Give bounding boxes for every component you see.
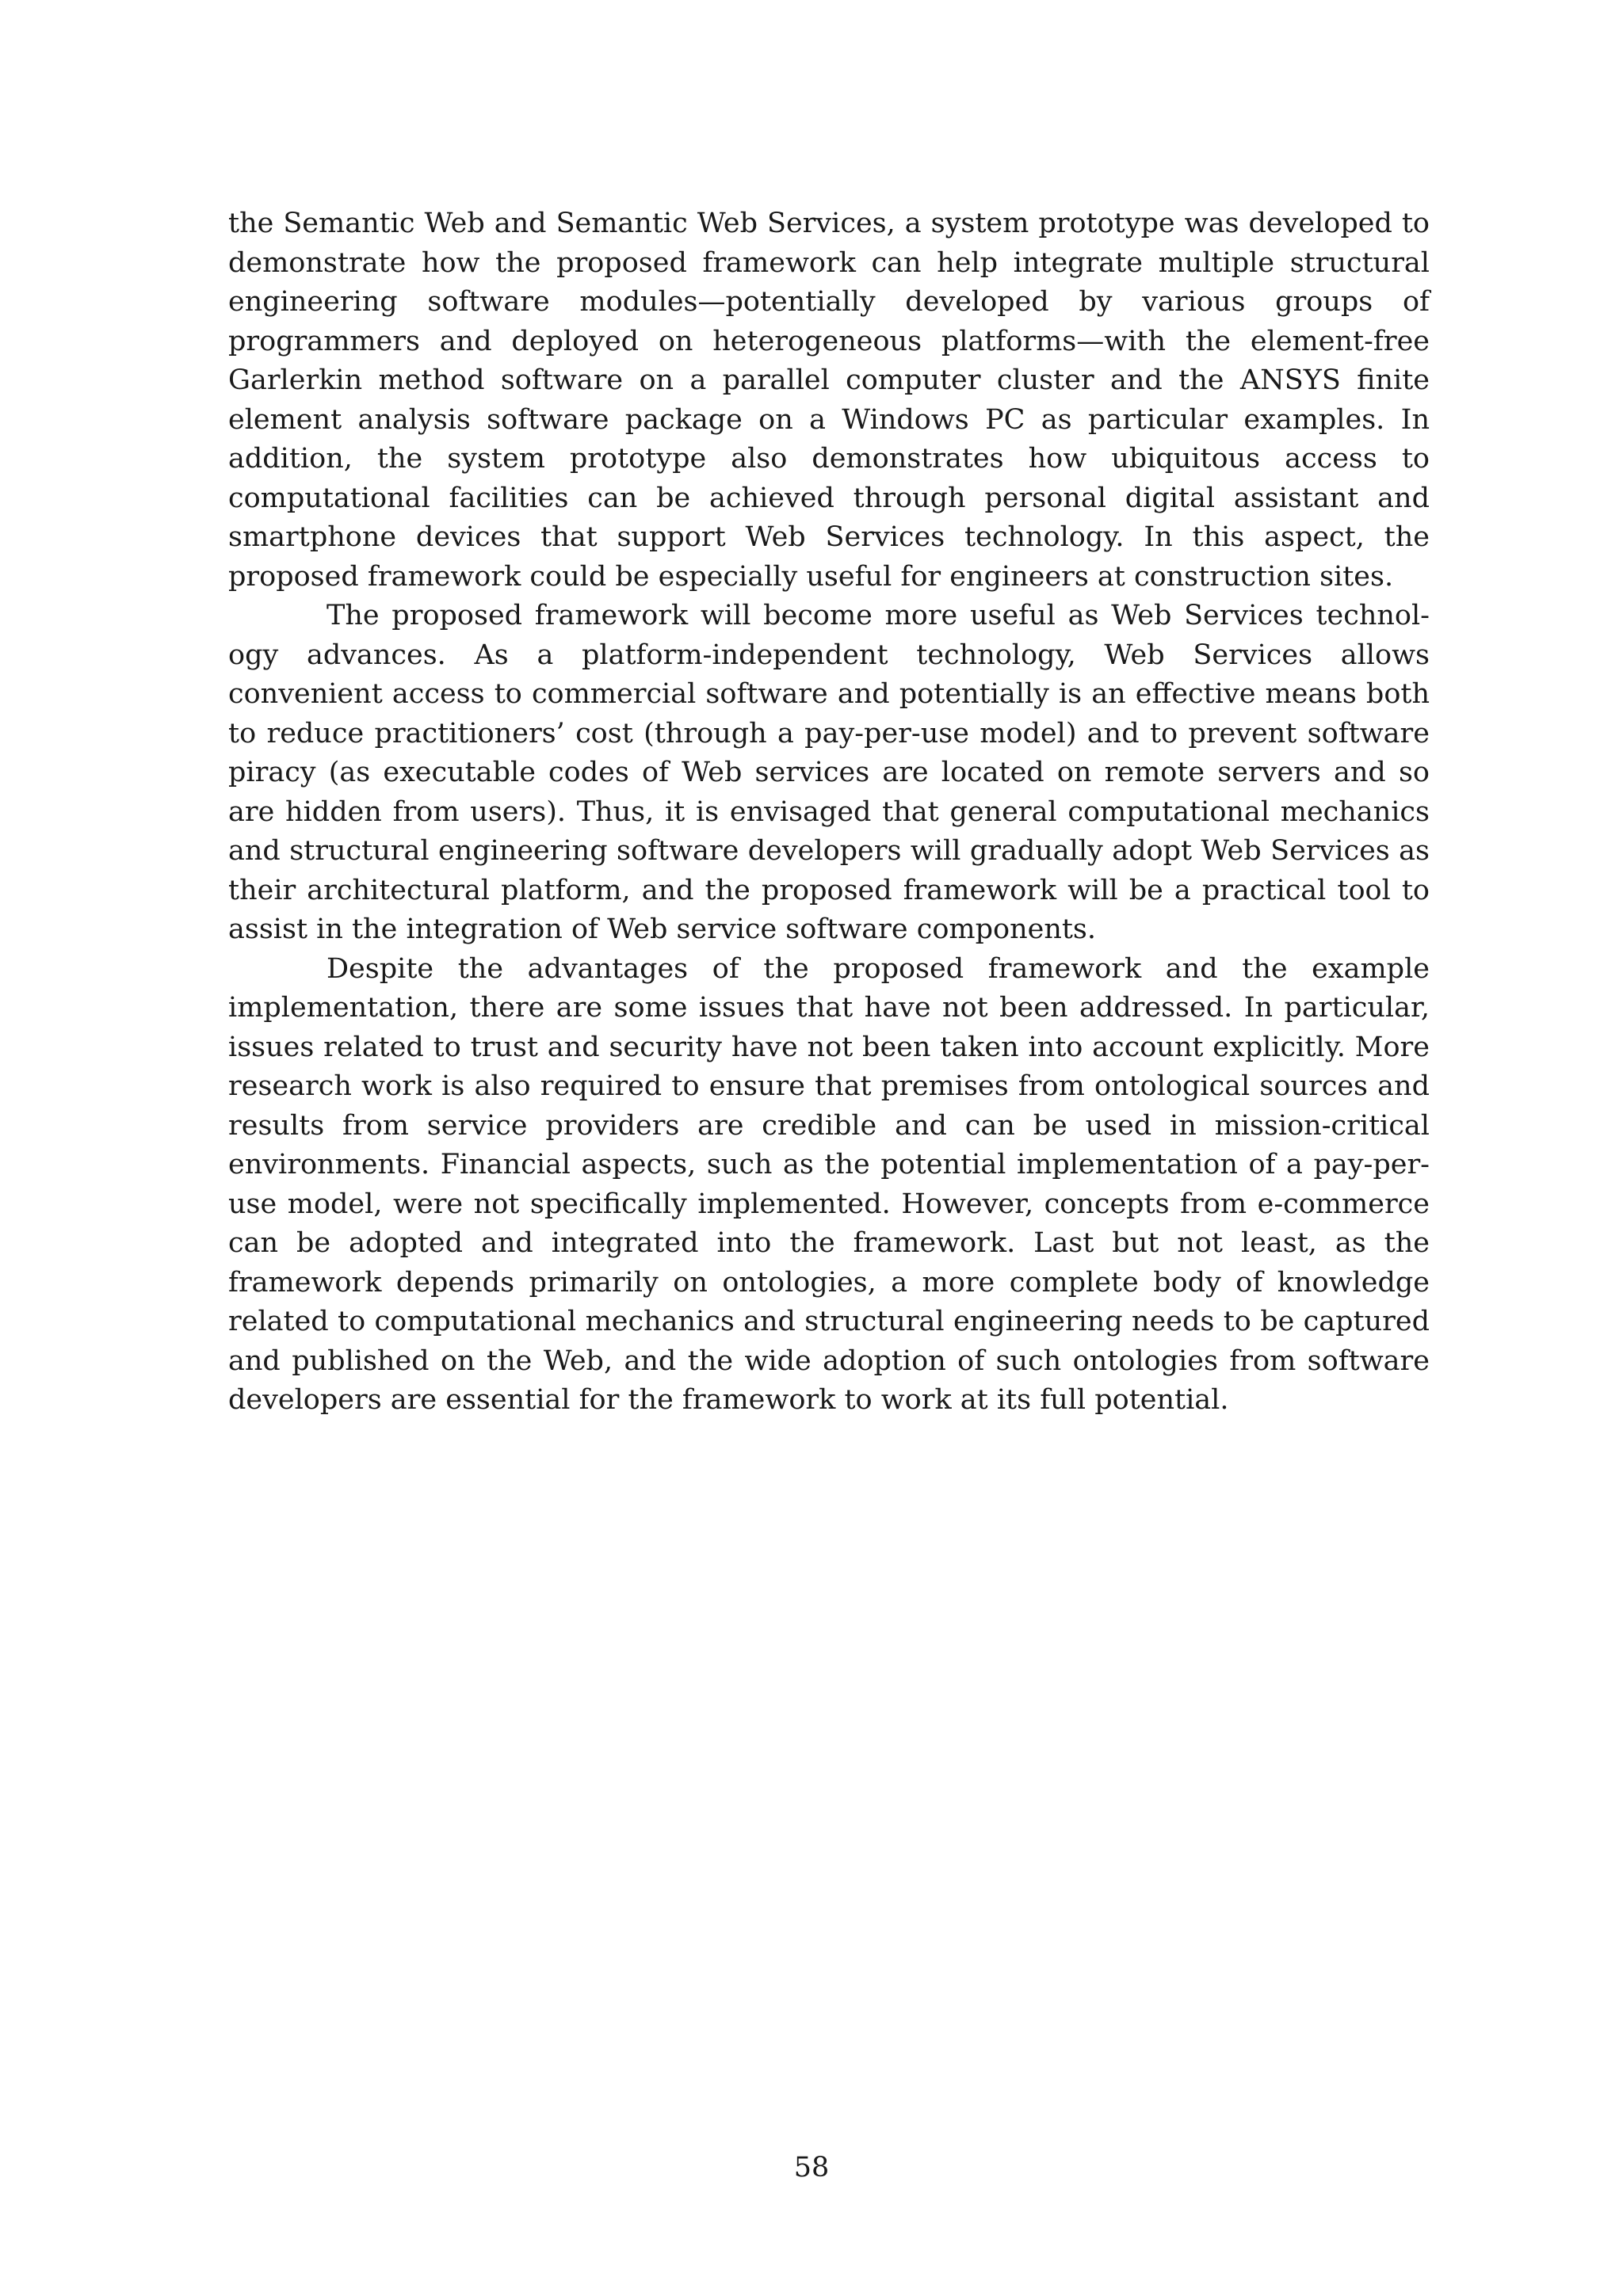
page-number: 58 [793, 2152, 830, 2183]
paragraph-open-issues: Despite the advantages of the proposed framework and the example implementation, there are some issues that have not been addressed. In particular, issues related to trust and security have not been taken into account explicitly. More research work is also required to ensure that premises from ontological sources and results from service providers are credible and can be used in mission-critical environments. Financial aspects, such as the potential implementation of a pay-per-use model, were not specifically implemented. However, concepts from e-commerce can be adopted and integrated into the framework. Last but not least, as the framework depends primarily on ontologies, a more complete body of knowledge related to computational mechanics and structural engineering needs to be captured and published on the Web, and the wide adoption of such ontologies from software developers are essential for the framework to work at its full potential. [228, 952, 1430, 1416]
paragraph-web-services-advances: The proposed framework will become more useful as Web Services technology advances. As a platform-independent technology, Web Services allows convenient access to commercial software and potentially is an effective means both to reduce practitioners’ cost (through a pay-per-use model) and to prevent software piracy (as executable codes of Web services are located on remote servers and so are hidden from users). Thus, it is envisaged that general computational mechanics and structural engineering software developers will gradually adopt Web Services as their architectural platform, and the proposed framework will be a practical tool to assist in the integration of Web service software components. [228, 600, 1430, 945]
body-text [228, 204, 1430, 1421]
paragraph-continued: the Semantic Web and Semantic Web Services, a system prototype was developed to demonstrate how the proposed framework can help integrate multiple structural engineering software modules—potentially developed by various groups of programmers and deployed on heterogeneous platforms—with the element-free Garlerkin method software on a parallel computer cluster and the ANSYS finite element analysis software package on a Windows PC as particular examples. In addition, the system prototype also demonstrates how ubiquitous access to computational facilities can be achieved through personal digital assistant and smartphone devices that support Web Services technology. In this aspect, the proposed framework could be especially useful for engineers at construction sites. [228, 208, 1430, 593]
